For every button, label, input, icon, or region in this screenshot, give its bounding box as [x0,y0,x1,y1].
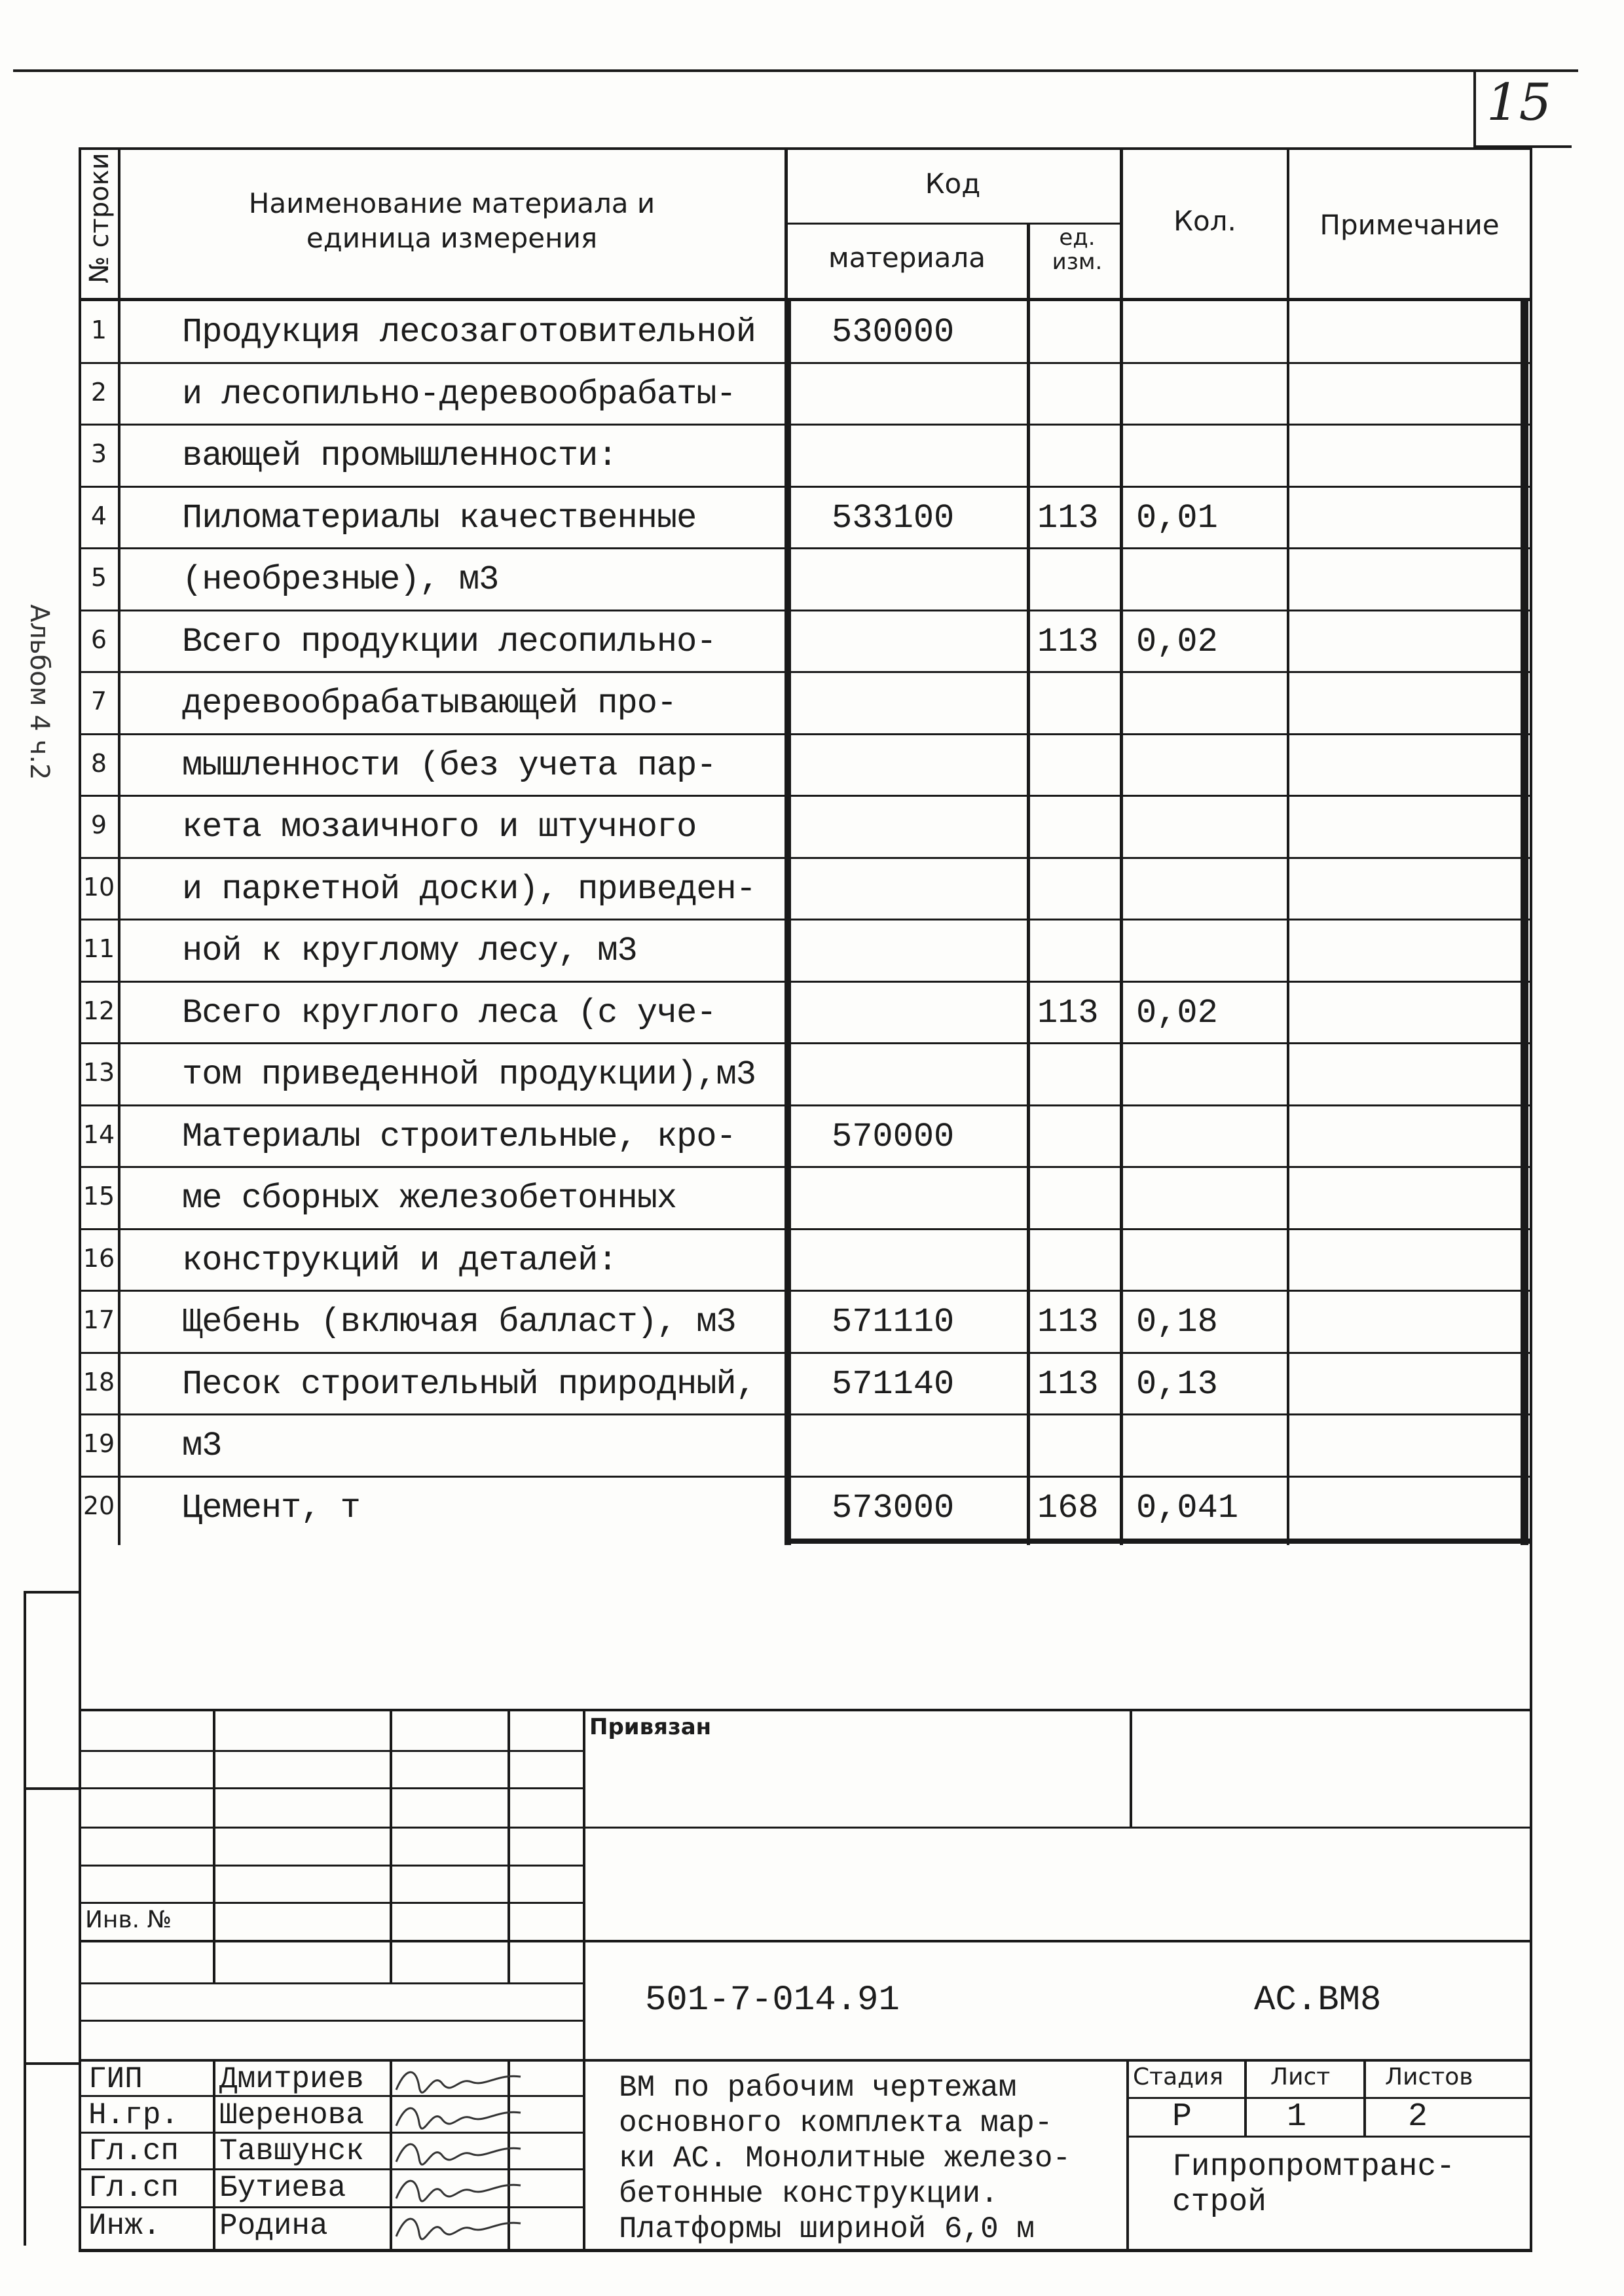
row-number: 19 [83,1429,115,1458]
signature-icon [393,2100,524,2134]
row-number: 6 [90,625,107,654]
row-divider [79,1290,1530,1292]
row-unit-code: 113 [1037,498,1099,538]
row-number: 17 [83,1305,115,1334]
row-name: мышленности (без учета пар- [182,746,716,785]
document-title-line: бетонные конструкции. [619,2177,999,2211]
document-title-line: Платформы шириной 6,0 м [619,2212,1035,2246]
header-row-no: № строки [84,153,115,283]
row-name: Пиломатериалы качественные [182,498,697,538]
header-note: Примечание [1320,209,1500,241]
row-divider [79,1476,1530,1478]
row-divider [79,610,1530,611]
row-unit-code: 113 [1037,1364,1099,1404]
signer-role: Н.гр. [88,2098,179,2132]
row-divider [79,919,1530,920]
row-name: Щебень (включая балласт), м3 [182,1303,736,1341]
signer-name: Родина [219,2209,328,2243]
row-number: 4 [90,501,107,530]
row-name: (необрезные), м3 [182,560,499,599]
signer-role: ГИП [88,2062,143,2096]
row-name: ной к круглому лесу, м3 [182,932,637,970]
sheets-value: 2 [1408,2098,1428,2136]
row-number: 8 [90,748,107,778]
row-material-code: 571140 [832,1364,955,1404]
row-quantity: 0,01 [1136,498,1218,538]
header-qty: Кол. [1173,205,1236,237]
row-name: деревообрабатывающей про- [182,684,677,723]
organization-line: строй [1172,2185,1267,2220]
row-unit-code: 113 [1037,1303,1099,1341]
signer-name: Бутиева [219,2171,346,2205]
row-divider [79,362,1530,364]
row-divider [79,1042,1530,1044]
row-number: 5 [90,563,107,592]
page-number: 15 [1486,73,1552,132]
document-title-line: основного комплекта мар- [619,2106,1053,2140]
header-name: Наименование материала и единица измерения [248,187,655,254]
document-title-line: ки АС. Монолитные железо- [619,2141,1071,2176]
row-number: 15 [83,1182,115,1211]
row-divider [79,733,1530,735]
sheet-value: 1 [1287,2098,1307,2136]
margin-note: Альбом 4 ч.2 [24,604,54,780]
row-name: и лесопильно-деревообрабаты- [182,374,736,414]
row-name: ме сборных железобетонных [182,1179,677,1218]
row-name: Продукция лесозаготовительной [182,313,756,352]
row-unit-code: 168 [1037,1488,1099,1527]
row-number: 2 [90,377,107,407]
privyazan-label: Привязан [589,1714,712,1740]
row-name: Песок строительный природный, [182,1364,756,1404]
row-divider [79,795,1530,797]
signature-icon [393,2064,524,2098]
document-code: 501-7-014.91 [645,1980,900,2020]
document-mark: АС.ВМ8 [1254,1980,1382,2020]
row-name: Материалы строительные, кро- [182,1117,736,1156]
row-divider [79,857,1530,859]
row-name: вающей промышленности: [182,437,618,475]
header-code: Код [925,168,981,200]
row-number: 18 [83,1367,115,1396]
row-name: и паркетной доски), приведен- [182,869,756,909]
row-number: 11 [83,934,115,963]
row-material-code: 570000 [832,1117,955,1156]
signature-icon [393,2136,524,2170]
signer-role: Гл.сп [88,2171,179,2205]
row-name: кета мозаичного и штучного [182,808,697,847]
row-name: Цемент, т [182,1488,360,1527]
signer-name: Шеренова [219,2098,364,2132]
row-divider [79,1352,1530,1354]
signature-icon [393,2210,524,2244]
inv-no-label: Инв. № [85,1906,172,1933]
row-divider [79,547,1530,549]
row-divider [79,1228,1530,1230]
row-name: конструкций и деталей: [182,1241,618,1280]
row-quantity: 0,13 [1136,1364,1218,1404]
row-number: 12 [83,996,115,1025]
row-material-code: 573000 [832,1488,955,1527]
row-number: 13 [83,1058,115,1087]
row-number: 3 [90,439,107,468]
stage-value: Р [1172,2098,1192,2136]
row-name: м3 [182,1427,222,1465]
signer-role: Гл.сп [88,2134,179,2168]
row-name: Всего круглого леса (с уче- [182,993,716,1032]
row-divider [79,1413,1530,1415]
signature-icon [393,2172,524,2206]
row-unit-code: 113 [1037,993,1099,1032]
row-divider [79,424,1530,426]
stage-label: Стадия [1133,2064,1224,2090]
row-material-code: 530000 [832,313,955,352]
row-name: Всего продукции лесопильно- [182,622,716,661]
document-title-line: ВМ по рабочим чертежам [619,2071,1017,2105]
row-unit-code: 113 [1037,622,1099,661]
row-number: 14 [83,1120,115,1149]
row-material-code: 571110 [832,1303,955,1341]
row-name: том приведенной продукции),м3 [182,1055,756,1094]
row-divider [79,671,1530,673]
row-quantity: 0,02 [1136,622,1218,661]
row-material-code: 533100 [832,498,955,538]
signer-name: Дмитриев [219,2062,364,2096]
sheets-label: Листов [1385,2064,1473,2090]
signer-name: Тавшунск [219,2134,364,2168]
row-number: 20 [83,1491,115,1520]
organization-line: Гипропромтранс- [1172,2149,1456,2185]
row-divider [79,1166,1530,1168]
row-number: 16 [83,1243,115,1273]
row-number: 1 [90,316,107,344]
row-divider [79,981,1530,983]
header-unit: ед. изм. [1052,225,1103,276]
row-quantity: 0,18 [1136,1303,1218,1341]
row-quantity: 0,02 [1136,993,1218,1032]
signer-role: Инж. [88,2209,161,2243]
row-number: 9 [90,811,107,839]
header-material: материала [828,242,986,274]
row-number: 10 [83,872,115,902]
row-quantity: 0,041 [1136,1488,1239,1527]
sheet-label: Лист [1270,2064,1331,2090]
row-divider [79,1104,1530,1106]
row-divider [79,486,1530,488]
row-number: 7 [90,687,107,716]
